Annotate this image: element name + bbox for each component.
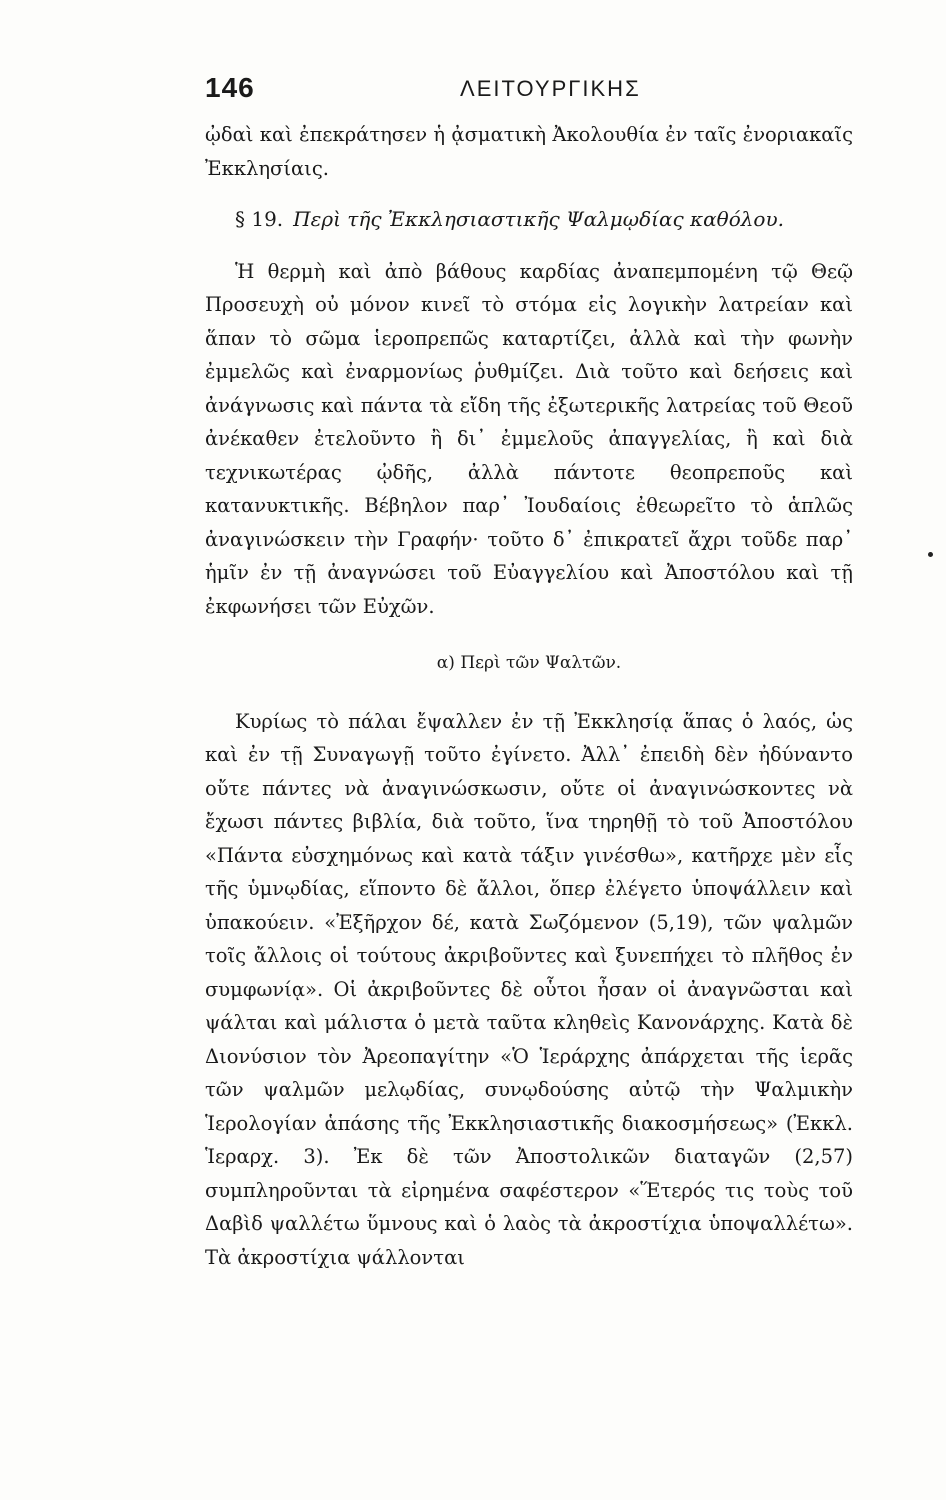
section-number: § 19. bbox=[235, 207, 284, 231]
final-paragraph: Κυρίως τὸ πάλαι ἔψαλλεν ἐν τῇ Ἐκκλησίᾳ ἅπας ὁ λαός, ὡς καὶ ἐν τῇ Συναγωγῇ τοῦτο ἐγίνετο. Ἀλλ᾽ ἐπειδὴ δὲν ἠδύναντο οὔτε πάντες νὰ ἀναγινώσκωσιν, οὔτε οἱ ἀναγινώσκοντες νὰ ἔχωσι πάντες βιβλία, διὰ τοῦτο, ἵνα τηρηθῇ τὸ τοῦ Ἀποστόλου «Πάντα εὐσχημόνως καὶ κατὰ τάξιν γινέσθω», κατῆρχε μὲν εἷς τῆς ὑμνῳδίας, εἵποντο δὲ ἄλλοι, ὅπερ ἐλέγετο ὑποψάλλειν καὶ ὑπακούειν. «Ἐξῆρχον δέ, κατὰ Σωζόμενον (5,19), τῶν ψαλμῶν τοῖς ἄλλοις οἱ τούτους ἀκριβοῦντες καὶ ξυνεπήχει τὸ πλῆθος ἐν συμφωνίᾳ». Οἱ ἀκριβοῦντες δὲ οὗτοι ἦσαν οἱ ἀναγνῶσται καὶ ψάλται καὶ μάλιστα ὁ μετὰ ταῦτα κληθεὶς Κανονάρχης. Κατὰ δὲ Διονύσιον τὸν Ἀρεοπαγίτην «Ὁ Ἱεράρχης ἀπάρχεται τῆς ἱερᾶς τῶν ψαλμῶν μελῳδίας, συνῳδούσης αὐτῷ τὴν Ψαλμικὴν Ἱερολογίαν ἁπάσης τῆς Ἐκκλησιαστικῆς διακοσμήσεως» (Ἐκκλ. Ἱεραρχ. 3). Ἐκ δὲ τῶν Ἀποστολικῶν διαταγῶν (2,57) συμπληροῦνται τὰ εἰρημένα σαφέστερον «Ἕτερός τις τοὺς τοῦ Δαβὶδ ψαλλέτω ὕμνους καὶ ὁ λαὸς τὰ ἀκροστίχια ὑποψαλλέτω». Τὰ ἀκροστίχια ψάλλονται bbox=[205, 709, 853, 1269]
page-header bbox=[205, 72, 855, 112]
running-title: ΛΕΙΤΟΥΡΓΙΚΗΣ bbox=[460, 76, 641, 101]
page-number: 146 bbox=[205, 72, 255, 103]
section-heading bbox=[205, 203, 853, 237]
subheading: α) Περὶ τῶν Ψαλτῶν. bbox=[436, 653, 622, 673]
section-paragraph: Ἡ θερμὴ καὶ ἀπὸ βάθους καρδίας ἀναπεμπομένη τῷ Θεῷ Προσευχὴ οὐ μόνον κινεῖ τὸ στόμα εἰς λογικὴν λατρείαν καὶ ἅπαν τὸ σῶμα ἱεροπρεπῶς καταρτίζει, ἀλλὰ καὶ τὴν φωνὴν ἐμμελῶς καὶ ἐναρμονίως ῥυθμίζει. Διὰ τοῦτο καὶ δεήσεις καὶ ἀνάγνωσις καὶ πάντα τὰ εἴδη τῆς ἐξωτερικῆς λατρείας τοῦ Θεοῦ ἀνέκαθεν ἐτελοῦντο ἢ δι᾽ ἐμμελοῦς ἀπαγγελίας, ἢ καὶ διὰ τεχνικωτέρας ᾠδῆς, ἀλλὰ πάντοτε θεοπρεποῦς καὶ κατανυκτικῆς. Βέβηλον παρ᾽ Ἰουδαίοις ἐθεωρεῖτο τὸ ἁπλῶς ἀναγινώσκειν τὴν Γραφήν· τοῦτο δ᾽ ἐπικρατεῖ ἄχρι τοῦδε παρ᾽ ἡμῖν ἐν τῇ ἀναγνώσει τοῦ Εὐαγγελίου καὶ Ἀποστόλου καὶ τῇ ἐκφωνήσει τῶν Εὐχῶν. bbox=[205, 259, 853, 618]
body-text bbox=[205, 118, 853, 1274]
ink-speck bbox=[928, 552, 933, 557]
continuation-paragraph: ᾠδαὶ καὶ ἐπεκράτησεν ἡ ᾀσματικὴ Ἀκολουθία ἐν ταῖς ἐνοριακαῖς Ἐκκλησίαις. bbox=[205, 123, 853, 180]
section-title: Περὶ τῆς Ἐκκλησιαστικῆς Ψαλμῳδίας καθόλου. bbox=[293, 207, 784, 231]
